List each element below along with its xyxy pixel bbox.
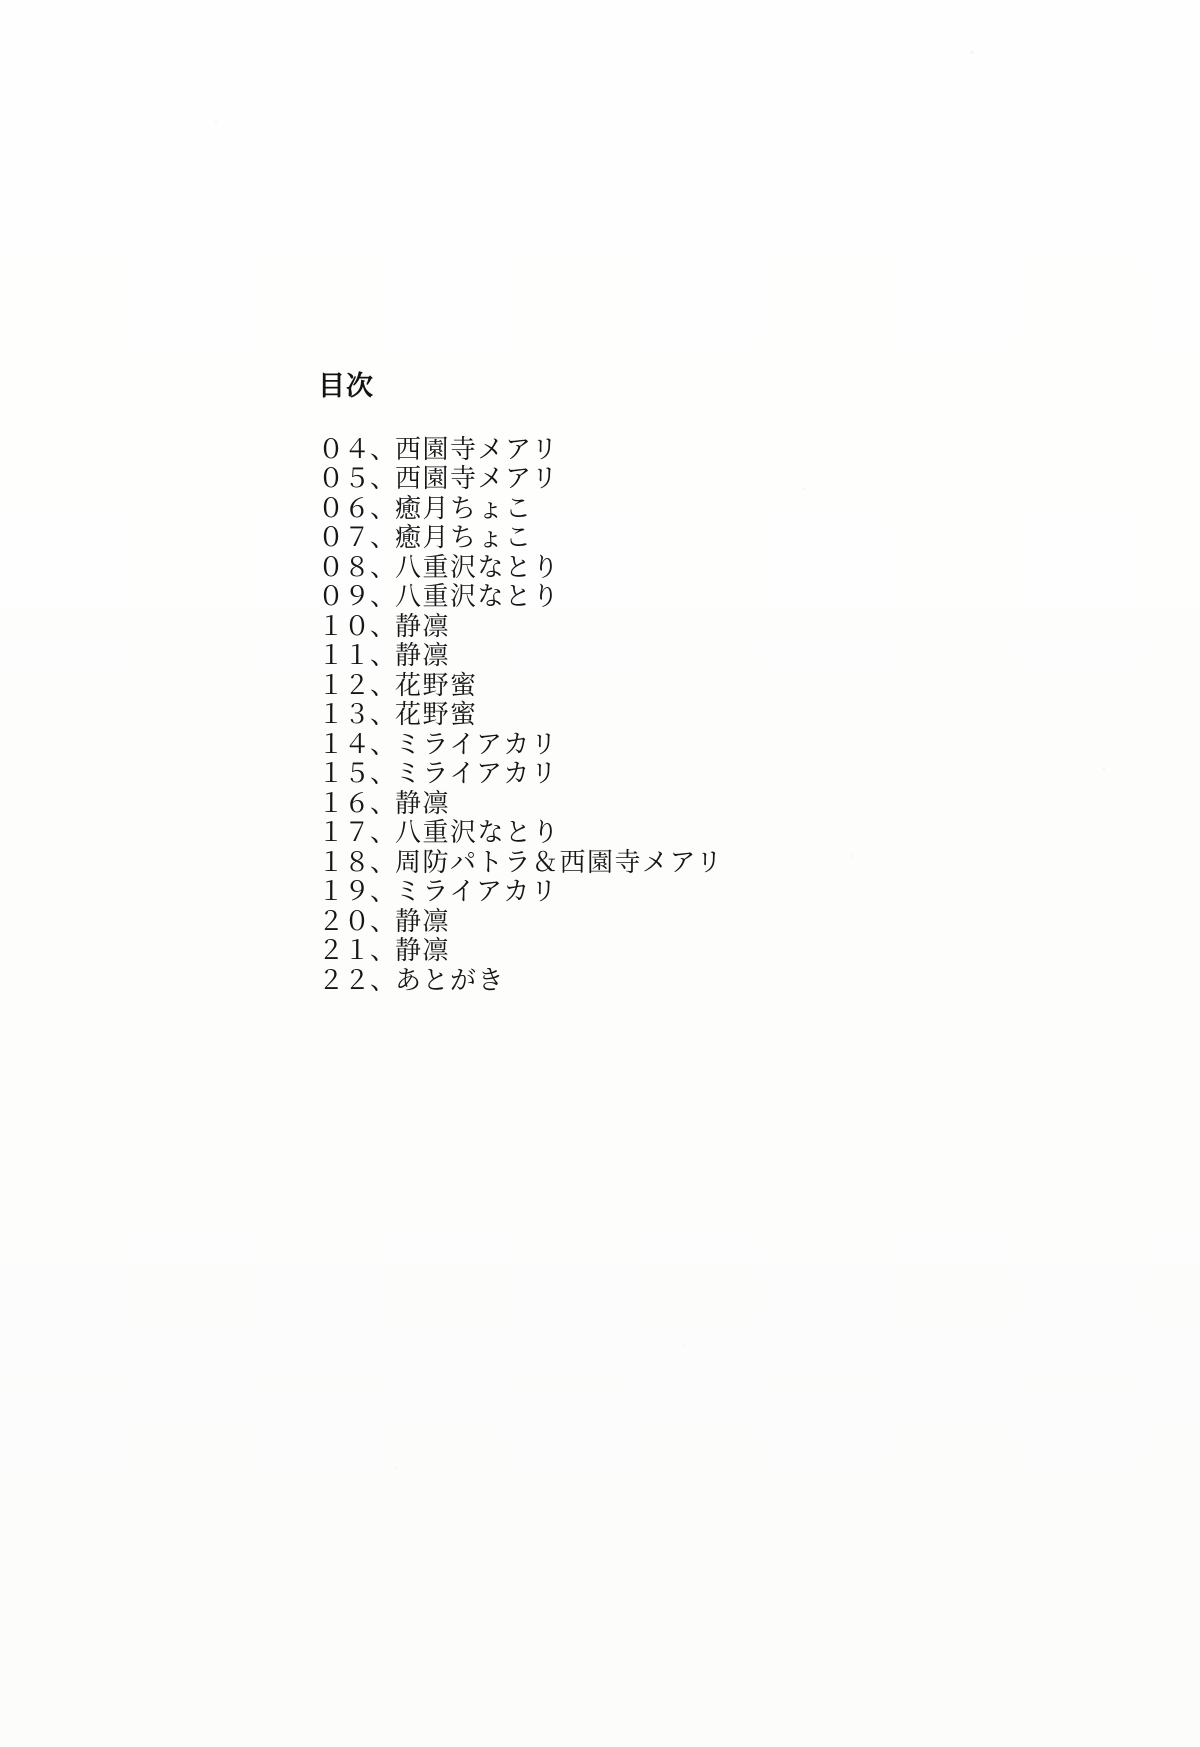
toc-entry-number: ０９ xyxy=(318,582,371,613)
list-item xyxy=(318,790,1018,820)
toc-entry-title: 静凛 xyxy=(395,936,451,967)
toc-entry-number: １８ xyxy=(318,847,371,878)
list-item xyxy=(318,465,1018,495)
toc-entry-separator: 、 xyxy=(370,493,396,524)
toc-entry-title: 西園寺メアリ xyxy=(395,464,559,495)
toc-entry-title: 八重沢なとり xyxy=(395,582,561,613)
toc-entry-separator: 、 xyxy=(370,759,396,790)
toc-entry-title: 周防パトラ＆西園寺メアリ xyxy=(395,847,724,878)
toc-entry-title: 花野蜜 xyxy=(395,700,478,731)
toc-entry-separator: 、 xyxy=(370,641,396,672)
list-item xyxy=(318,524,1018,554)
toc-entry-title: あとがき xyxy=(395,965,506,996)
toc-entry-separator: 、 xyxy=(370,729,396,760)
toc-entry-number: １１ xyxy=(318,641,371,672)
list-item xyxy=(318,878,1018,908)
toc-entry-separator: 、 xyxy=(370,611,396,642)
toc-entry-separator: 、 xyxy=(370,523,396,554)
toc-entry-separator: 、 xyxy=(370,670,396,701)
toc-entry-separator: 、 xyxy=(370,847,396,878)
toc-entry-number: １２ xyxy=(318,670,371,701)
toc-entry-number: ０５ xyxy=(318,464,371,495)
list-item xyxy=(318,967,1018,997)
toc-entry-title: 静凛 xyxy=(395,611,451,642)
toc-entry-title: ミライアカリ xyxy=(395,759,559,790)
toc-entry-number: １６ xyxy=(318,788,371,819)
toc-entry-number: １０ xyxy=(318,611,371,642)
toc-entry-separator: 、 xyxy=(370,582,396,613)
toc-entry-title: 癒月ちょこ xyxy=(395,523,533,554)
toc-entry-number: １４ xyxy=(318,729,371,760)
list-item xyxy=(318,642,1018,672)
toc-entry-number: ０７ xyxy=(318,523,371,554)
toc-entry-separator: 、 xyxy=(370,965,396,996)
toc-entry-title: 花野蜜 xyxy=(395,670,478,701)
list-item xyxy=(318,436,1018,466)
toc-entry-number: ０６ xyxy=(318,493,371,524)
toc-entry-separator: 、 xyxy=(370,700,396,731)
toc-entry-separator: 、 xyxy=(370,552,396,583)
list-item xyxy=(318,583,1018,613)
toc-entry-number: ０８ xyxy=(318,552,371,583)
toc-entry-title: ミライアカリ xyxy=(395,877,559,908)
toc-entry-number: １７ xyxy=(318,818,371,849)
table-of-contents xyxy=(318,372,1018,996)
toc-entry-number: ２０ xyxy=(318,906,371,937)
toc-entry-title: 静凛 xyxy=(395,906,451,937)
list-item xyxy=(318,701,1018,731)
page-title: 目次 xyxy=(318,371,374,402)
toc-entry-number: １９ xyxy=(318,877,371,908)
toc-entry-separator: 、 xyxy=(370,877,396,908)
list-item xyxy=(318,672,1018,702)
toc-entry-separator: 、 xyxy=(370,464,396,495)
toc-entry-number: １５ xyxy=(318,759,371,790)
list-item xyxy=(318,554,1018,584)
toc-entry-title: 八重沢なとり xyxy=(395,818,561,849)
list-item xyxy=(318,819,1018,849)
list-item xyxy=(318,495,1018,525)
toc-entry-separator: 、 xyxy=(370,788,396,819)
toc-entry-title: 静凛 xyxy=(395,641,451,672)
list-item xyxy=(318,849,1018,879)
toc-entry-title: 静凛 xyxy=(395,788,451,819)
list-item xyxy=(318,760,1018,790)
toc-entry-title: 癒月ちょこ xyxy=(395,493,533,524)
toc-list xyxy=(318,436,1018,997)
toc-entry-number: ２２ xyxy=(318,965,371,996)
list-item xyxy=(318,731,1018,761)
toc-entry-separator: 、 xyxy=(370,818,396,849)
list-item xyxy=(318,613,1018,643)
toc-entry-title: ミライアカリ xyxy=(395,729,559,760)
toc-entry-title: 八重沢なとり xyxy=(395,552,561,583)
toc-entry-separator: 、 xyxy=(370,906,396,937)
toc-entry-separator: 、 xyxy=(370,434,396,465)
toc-entry-title: 西園寺メアリ xyxy=(395,434,559,465)
list-item xyxy=(318,908,1018,938)
toc-entry-number: ０４ xyxy=(318,434,371,465)
toc-entry-separator: 、 xyxy=(370,936,396,967)
toc-entry-number: ２１ xyxy=(318,936,371,967)
list-item xyxy=(318,937,1018,967)
toc-entry-number: １３ xyxy=(318,700,371,731)
